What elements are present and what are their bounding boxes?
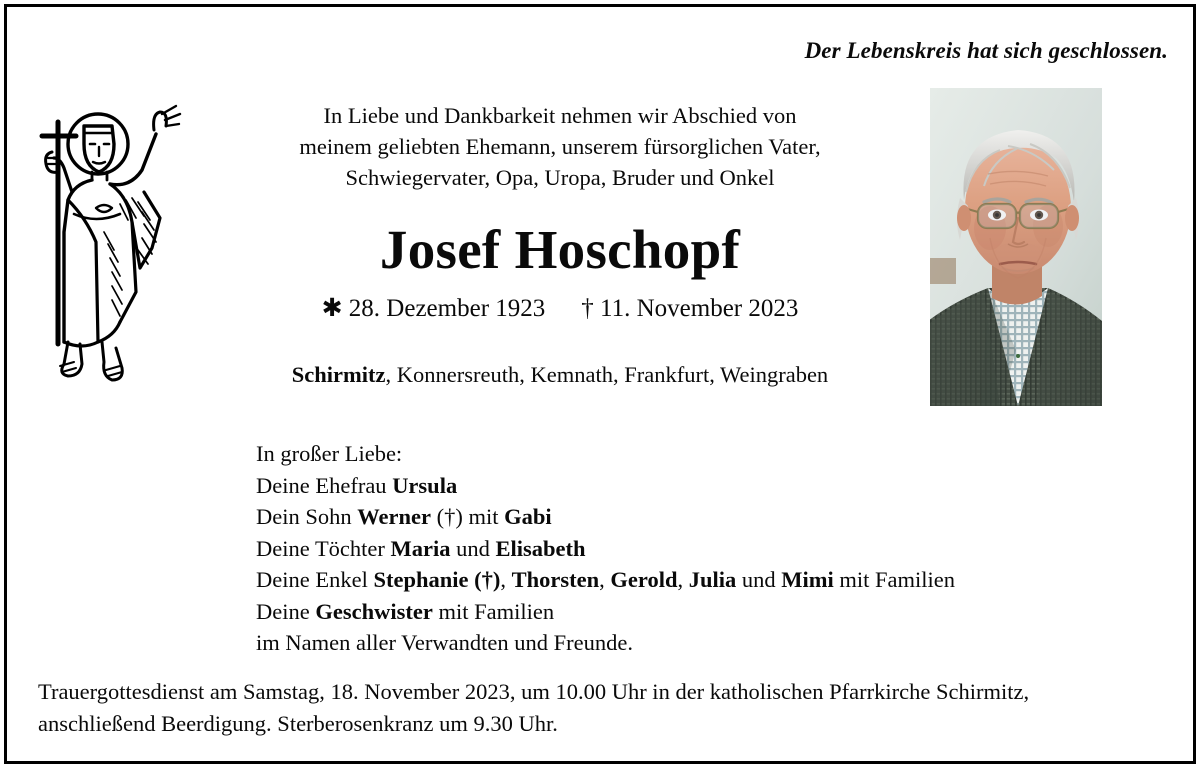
primary-place: Schirmitz — [291, 362, 386, 387]
birth-date: ✱ 28. Dezember 1923 — [321, 295, 546, 322]
mourner-text: Deine Töchter — [256, 535, 391, 561]
mourner-name: Werner — [357, 504, 431, 529]
mourner-text: , — [599, 567, 611, 592]
service-details — [38, 676, 1168, 740]
mourner-text: Deine — [256, 598, 316, 624]
mourners-block — [256, 438, 1086, 659]
mourners-heading: In großer Liebe: — [256, 441, 403, 466]
motto-line: Der Lebenskreis hat sich geschlossen. — [804, 38, 1168, 63]
risen-christ-icon — [24, 92, 194, 392]
mourner-text: (†) mit — [430, 504, 505, 529]
mourner-name: Stephanie (†) — [373, 567, 501, 592]
mourner-text: im Namen aller Verwandten und Freunde. — [256, 630, 633, 655]
intro-line-1: In Liebe und Dankbarkeit nehmen wir Abschied von — [323, 103, 797, 128]
mourner-line-son — [256, 501, 1086, 533]
intro-text — [210, 100, 910, 193]
mourner-name: Geschwister — [315, 598, 433, 624]
mourner-text: Deine Enkel — [256, 567, 374, 592]
mourner-name: Ursula — [392, 472, 458, 498]
mourner-line-wife — [256, 470, 1086, 502]
mourner-text: und — [450, 535, 496, 561]
service-line-2: anschließend Beerdigung. Sterberosenkranz um 9.30 Uhr. — [38, 711, 558, 736]
deceased-name: Josef Hoschopf — [379, 219, 741, 280]
mourner-text: , — [677, 567, 689, 592]
mourner-line-daughters — [256, 533, 1086, 565]
places-line — [210, 360, 910, 390]
mourner-name: Julia — [688, 567, 737, 592]
mourner-line-relatives-friends — [256, 627, 1086, 659]
intro-line-3: Schwiegervater, Opa, Uropa, Bruder und Onkel — [345, 165, 775, 190]
mourner-text: und — [736, 567, 782, 592]
mourner-name: Gabi — [504, 504, 552, 529]
mourners-list — [256, 470, 1086, 659]
mourner-name: Mimi — [781, 567, 834, 592]
life-dates — [210, 293, 910, 325]
mourner-name: Maria — [390, 535, 451, 561]
other-places: , Konnersreuth, Kemnath, Frankfurt, Weingraben — [385, 362, 829, 387]
mourner-name: Elisabeth — [495, 535, 586, 561]
mourner-text: mit Familien — [432, 598, 555, 624]
intro-line-2: meinem geliebten Ehemann, unserem fürsorglichen Vater, — [299, 134, 821, 159]
mourner-name: Gerold — [610, 567, 678, 592]
portrait-photo — [930, 88, 1102, 406]
mourner-line-siblings — [256, 596, 1086, 628]
mourner-text: Dein Sohn — [256, 504, 358, 529]
mourner-line-grandchildren — [256, 564, 1086, 596]
mourner-text: mit Familien — [833, 567, 955, 592]
mourner-text: , — [500, 567, 512, 592]
service-line-1: Trauergottesdienst am Samstag, 18. November 2023, um 10.00 Uhr in der katholischen Pfarrkirche Schirmitz, — [38, 679, 1030, 704]
mourner-text: Deine Ehefrau — [256, 472, 393, 498]
death-date: † 11. November 2023 — [581, 295, 799, 322]
mourner-name: Thorsten — [511, 567, 600, 592]
